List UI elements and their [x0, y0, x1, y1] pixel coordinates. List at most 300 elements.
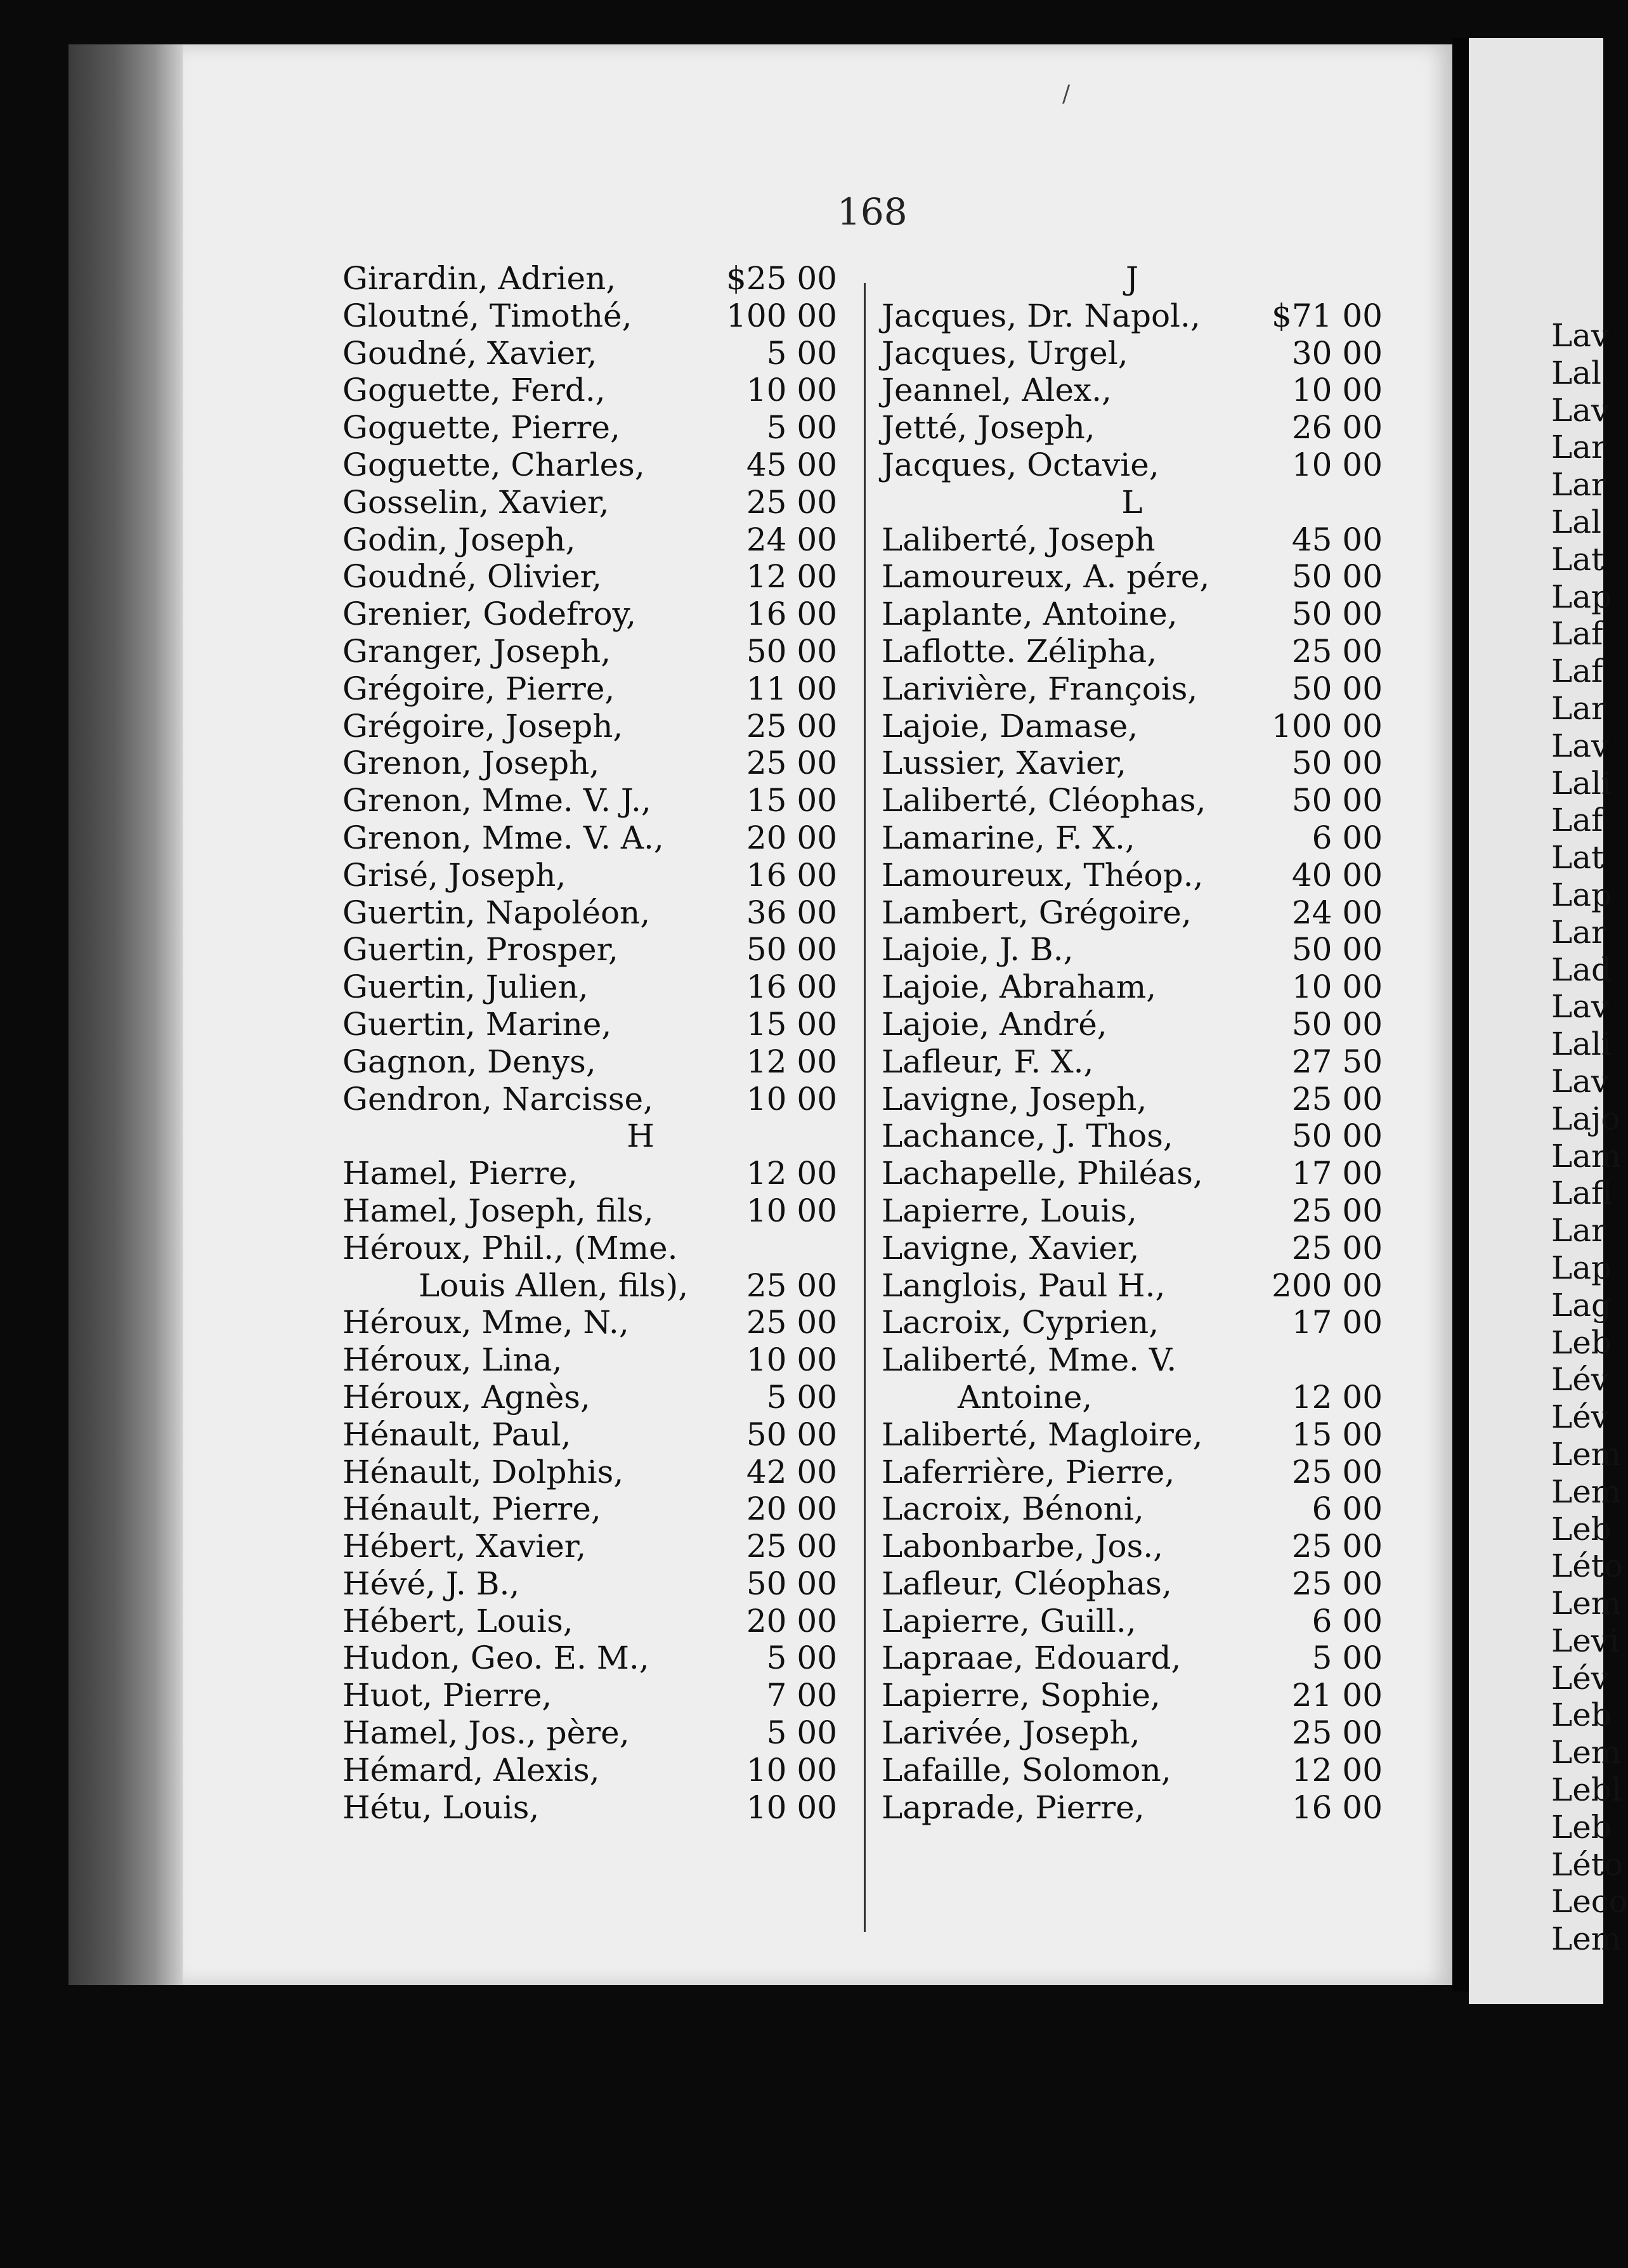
entry-amount: 25 00: [1291, 1565, 1383, 1602]
entry-amount: 50 00: [746, 632, 837, 670]
list-entry: [882, 1230, 1383, 1267]
list-entry: [882, 1267, 1383, 1305]
entry-amount: 100 00: [726, 297, 837, 334]
entry-name: Lapierre, Louis,: [882, 1192, 1137, 1229]
entry-name: Grisé, Joseph,: [342, 856, 566, 894]
list-entry: [882, 1379, 1383, 1416]
entry-amount: 25 00: [1291, 632, 1383, 670]
left-column: [342, 260, 837, 1826]
entry-amount: 45 00: [746, 446, 837, 483]
list-entry: [342, 260, 837, 297]
entry-name: Louis Allen, fils),: [419, 1267, 689, 1304]
entry-name: Goguette, Pierre,: [342, 409, 620, 446]
next-page-fragment: Lam: [1551, 1137, 1622, 1175]
entry-amount: 12 00: [746, 558, 837, 596]
next-page-fragment: Lali: [1551, 1026, 1612, 1063]
entry-name: Gloutné, Timothé,: [342, 297, 632, 334]
entry-amount: 6 00: [1312, 1602, 1383, 1639]
next-page-fragment: Leb: [1551, 1697, 1612, 1734]
entry-name: Laplante, Antoine,: [882, 596, 1178, 633]
entry-name: Larivée, Joseph,: [882, 1714, 1140, 1752]
list-entry: [882, 819, 1383, 857]
next-page-fragment: Lav: [1551, 988, 1610, 1026]
entry-amount: 40 00: [1291, 856, 1383, 894]
entry-amount: 10 00: [1291, 446, 1383, 483]
list-entry: [882, 1118, 1383, 1155]
next-page-fragment: Lal: [1551, 503, 1602, 540]
next-page-fragment: Lem: [1551, 1435, 1622, 1473]
entry-amount: 20 00: [746, 1602, 837, 1639]
entry-name: Lambert, Grégoire,: [882, 894, 1192, 931]
entry-name: Laliberté, Cléophas,: [882, 782, 1206, 819]
next-page-fragment: Lat: [1551, 540, 1605, 578]
list-entry: [882, 409, 1383, 446]
entry-amount: 5 00: [766, 1714, 837, 1752]
list-entry: [882, 1528, 1383, 1565]
next-page-fragment: Lat: [1551, 839, 1605, 877]
next-page-fragment: Lév: [1551, 1398, 1610, 1436]
entry-name: Lacroix, Bénoni,: [882, 1490, 1144, 1528]
next-page-fragment: Lav: [1551, 391, 1610, 429]
entry-amount: 25 00: [746, 1267, 837, 1304]
list-entry: [882, 931, 1383, 968]
entry-name: Lacroix, Cyprien,: [882, 1304, 1159, 1341]
entry-name: Grenon, Mme. V. J.,: [342, 782, 651, 819]
list-entry: [882, 372, 1383, 409]
entry-name: Hébert, Louis,: [342, 1602, 573, 1639]
list-entry: [882, 1341, 1383, 1379]
entry-name: Hudon, Geo. E. M.,: [342, 1639, 649, 1677]
list-entry: [882, 1192, 1383, 1230]
entry-amount: 15 00: [1291, 1416, 1383, 1453]
entry-amount: 25 00: [1291, 1528, 1383, 1565]
entry-name: Hénault, Dolphis,: [342, 1453, 624, 1490]
list-entry: [342, 1454, 837, 1491]
next-page-fragment: Lar: [1551, 466, 1606, 504]
entry-name: Grégoire, Joseph,: [342, 707, 623, 745]
section-letter: H: [627, 1118, 654, 1155]
entry-amount: 27 50: [1291, 1043, 1383, 1080]
list-entry: [342, 1416, 837, 1454]
entry-amount: 36 00: [746, 894, 837, 931]
list-entry: [342, 1714, 837, 1752]
entry-name: Huot, Pierre,: [342, 1677, 552, 1714]
entry-name: Laliberté, Magloire,: [882, 1416, 1203, 1453]
next-page-fragment: Lar: [1551, 913, 1606, 951]
list-entry: [342, 1192, 837, 1230]
entry-name: Hamel, Pierre,: [342, 1155, 578, 1192]
entry-name: Héroux, Mme, N.,: [342, 1304, 629, 1341]
entry-amount: 30 00: [1291, 334, 1383, 372]
entry-amount: 25 00: [1291, 1714, 1383, 1752]
list-entry: [882, 558, 1383, 596]
list-entry: [342, 484, 837, 521]
entry-amount: 17 00: [1291, 1155, 1383, 1192]
entry-name: Godin, Joseph,: [342, 521, 576, 558]
entry-amount: 26 00: [1291, 409, 1383, 446]
list-entry: [882, 633, 1383, 670]
list-entry: [342, 1789, 837, 1827]
list-entry: [882, 670, 1383, 708]
entry-name: Lapierre, Sophie,: [882, 1677, 1161, 1714]
entry-amount: 11 00: [746, 670, 837, 707]
next-page-fragment: Lem: [1551, 1585, 1622, 1622]
list-entry: [342, 1006, 837, 1043]
list-entry: [342, 819, 837, 857]
entry-amount: 45 00: [1291, 521, 1383, 558]
entry-amount: 12 00: [746, 1043, 837, 1080]
entry-amount: 5 00: [766, 1378, 837, 1416]
list-entry: [342, 1490, 837, 1528]
entry-amount: 10 00: [746, 1789, 837, 1826]
list-entry: [882, 446, 1383, 484]
entry-name: Guertin, Prosper,: [342, 931, 618, 968]
list-entry: [882, 1416, 1383, 1454]
next-page-fragment: Levi: [1551, 1622, 1620, 1659]
entry-name: Laprade, Pierre,: [882, 1789, 1145, 1826]
next-page-fragment: Lag: [1551, 1286, 1612, 1324]
section-heading: [342, 1118, 837, 1155]
next-page-fragment: Laf: [1551, 615, 1603, 653]
entry-name: Lavigne, Xavier,: [882, 1229, 1140, 1267]
list-entry: [342, 1639, 837, 1677]
list-entry: [882, 596, 1383, 633]
entry-name: Goudné, Olivier,: [342, 558, 602, 596]
entry-name: Laflotte. Zélipha,: [882, 632, 1157, 670]
list-entry: [342, 968, 837, 1006]
list-entry: [882, 968, 1383, 1006]
list-entry: [342, 558, 837, 596]
list-entry: [882, 1155, 1383, 1192]
entry-amount: 12 00: [1291, 1378, 1383, 1416]
next-page-fragment: Leco: [1551, 1883, 1628, 1920]
list-entry: [342, 1341, 837, 1379]
list-entry: [342, 782, 837, 819]
entry-name: Héroux, Lina,: [342, 1341, 563, 1379]
entry-amount: 10 00: [746, 1341, 837, 1379]
list-entry: [882, 297, 1383, 335]
next-page-fragment: Lév: [1551, 1659, 1610, 1697]
entry-name: Granger, Joseph,: [342, 632, 611, 670]
list-entry: [342, 409, 837, 446]
list-entry: [882, 894, 1383, 932]
entry-name: Laliberté, Mme. V.: [882, 1341, 1177, 1379]
next-page-fragment: Lar: [1551, 429, 1606, 466]
entry-amount: 25 00: [746, 745, 837, 782]
list-entry: [882, 335, 1383, 372]
entry-amount: 21 00: [1291, 1677, 1383, 1714]
entry-amount: 10 00: [746, 1080, 837, 1118]
entry-amount: 16 00: [746, 596, 837, 633]
entry-name: Hévé, J. B.,: [342, 1565, 520, 1602]
entry-amount: 15 00: [746, 1005, 837, 1043]
entry-amount: 20 00: [746, 1490, 837, 1528]
entry-name: Hémard, Alexis,: [342, 1751, 600, 1789]
list-entry: [342, 521, 837, 559]
entry-amount: 50 00: [1291, 1005, 1383, 1043]
list-entry: [342, 745, 837, 782]
entry-name: Guertin, Napoléon,: [342, 894, 651, 931]
next-page-fragment: Lav: [1551, 727, 1610, 764]
entry-name: Lafleur, F. X.,: [882, 1043, 1094, 1080]
next-page-fragment: Leb: [1551, 1808, 1612, 1846]
entry-amount: 25 00: [1291, 1453, 1383, 1490]
next-page-fragment: Lem: [1551, 1473, 1622, 1510]
next-page-fragment: Léto: [1551, 1548, 1623, 1585]
list-entry: [342, 1565, 837, 1603]
entry-name: Grenon, Joseph,: [342, 745, 600, 782]
entry-amount: 5 00: [766, 1639, 837, 1677]
entry-amount: 20 00: [746, 819, 837, 856]
entry-amount: 17 00: [1291, 1304, 1383, 1341]
next-page-fragment: Lar: [1551, 1212, 1606, 1249]
list-entry: [342, 857, 837, 894]
entry-name: Lachance, J. Thos,: [882, 1118, 1173, 1155]
next-page-fragment: Lajo: [1551, 1100, 1620, 1137]
list-entry: [882, 1006, 1383, 1043]
list-entry: [882, 1677, 1383, 1714]
list-entry: [342, 446, 837, 484]
list-entry: [342, 1304, 837, 1341]
entry-name: Lamarine, F. X.,: [882, 819, 1135, 856]
entry-name: Girardin, Adrien,: [342, 260, 616, 297]
entry-amount: 7 00: [766, 1677, 837, 1714]
next-page-fragment: Lap: [1551, 1249, 1612, 1286]
entry-amount: $71 00: [1272, 297, 1383, 334]
entry-name: Lamoureux, A. pére,: [882, 558, 1210, 596]
entry-amount: 50 00: [1291, 782, 1383, 819]
entry-name: Lajoie, André,: [882, 1005, 1107, 1043]
list-entry: [342, 1603, 837, 1640]
page-number: 168: [837, 190, 908, 233]
entry-amount: 5 00: [766, 409, 837, 446]
list-entry: [342, 670, 837, 708]
entry-name: Grégoire, Pierre,: [342, 670, 615, 707]
list-entry: [342, 1379, 837, 1416]
list-entry: [342, 633, 837, 670]
entry-amount: 25 00: [746, 1528, 837, 1565]
entry-name: Guertin, Julien,: [342, 968, 589, 1006]
list-entry: [882, 521, 1383, 559]
next-page-fragment: Léto: [1551, 1846, 1623, 1883]
entry-name: Antoine,: [958, 1378, 1093, 1416]
entry-name: Gosselin, Xavier,: [342, 483, 609, 521]
next-page-fragment: Leb: [1551, 1510, 1612, 1548]
list-entry: [882, 1714, 1383, 1752]
entry-name: Grenier, Godefroy,: [342, 596, 637, 633]
entry-name: Lavigne, Joseph,: [882, 1080, 1147, 1118]
entry-name: Hébert, Xavier,: [342, 1528, 587, 1565]
entry-amount: 15 00: [746, 782, 837, 819]
list-entry: [882, 1081, 1383, 1118]
entry-name: Goudné, Xavier,: [342, 334, 597, 372]
entry-name: Lafaille, Solomon,: [882, 1751, 1171, 1789]
book-left-edge: [68, 44, 183, 1985]
entry-name: Lafleur, Cléophas,: [882, 1565, 1172, 1602]
entry-amount: 10 00: [746, 1192, 837, 1229]
entry-amount: 50 00: [1291, 931, 1383, 968]
entry-amount: 25 00: [746, 483, 837, 521]
list-entry: [882, 1043, 1383, 1081]
entry-name: Guertin, Marine,: [342, 1005, 612, 1043]
list-entry: [882, 1454, 1383, 1491]
list-entry: [342, 596, 837, 633]
next-page-fragment: Lév: [1551, 1361, 1610, 1398]
next-page-fragment: Lem: [1551, 1920, 1622, 1958]
entry-amount: 50 00: [746, 931, 837, 968]
list-entry: [882, 708, 1383, 745]
entry-amount: 16 00: [1291, 1789, 1383, 1826]
section-letter: L: [1121, 483, 1143, 521]
entry-name: Labonbarbe, Jos.,: [882, 1528, 1164, 1565]
entry-name: Langlois, Paul H.,: [882, 1267, 1166, 1304]
list-entry: [342, 335, 837, 372]
entry-amount: 42 00: [746, 1453, 837, 1490]
entry-name: Jacques, Octavie,: [882, 446, 1159, 483]
list-entry: [882, 1490, 1383, 1528]
next-page-fragment: Laf: [1551, 653, 1603, 690]
list-entry: [342, 931, 837, 968]
list-entry: [882, 1639, 1383, 1677]
entry-name: Goguette, Ferd.,: [342, 372, 606, 409]
next-page-fragment: Lali: [1551, 764, 1612, 802]
list-entry: [342, 1677, 837, 1714]
entry-name: Lajoie, Abraham,: [882, 968, 1157, 1006]
entry-name: Lapierre, Guill.,: [882, 1602, 1136, 1639]
entry-name: Jetté, Joseph,: [882, 409, 1095, 446]
entry-name: Lussier, Xavier,: [882, 745, 1127, 782]
entry-amount: 100 00: [1272, 707, 1383, 745]
section-heading: [882, 484, 1383, 521]
entry-name: Lajoie, J. B.,: [882, 931, 1074, 968]
list-entry: [882, 1565, 1383, 1603]
entry-name: Grenon, Mme. V. A.,: [342, 819, 664, 856]
entry-name: Jacques, Urgel,: [882, 334, 1128, 372]
right-column: [882, 260, 1383, 1826]
entry-name: Lapraae, Edouard,: [882, 1639, 1182, 1677]
entry-amount: 24 00: [1291, 894, 1383, 931]
stray-mark: /: [1062, 81, 1071, 107]
entry-amount: 5 00: [766, 334, 837, 372]
entry-amount: 25 00: [746, 707, 837, 745]
list-entry: [342, 708, 837, 745]
list-entry: [882, 1603, 1383, 1640]
list-entry: [342, 372, 837, 409]
entry-amount: 25 00: [1291, 1192, 1383, 1229]
entry-amount: 25 00: [1291, 1229, 1383, 1267]
list-entry: [882, 857, 1383, 894]
list-entry: [342, 1752, 837, 1789]
entry-amount: 16 00: [746, 856, 837, 894]
next-page-fragments: [1551, 317, 1628, 1958]
entry-amount: 10 00: [1291, 372, 1383, 409]
entry-name: Hénault, Paul,: [342, 1416, 571, 1453]
entry-name: Lajoie, Damase,: [882, 707, 1138, 745]
entry-amount: 50 00: [1291, 745, 1383, 782]
column-divider: [864, 283, 866, 1932]
entry-amount: 25 00: [746, 1304, 837, 1341]
entry-amount: 50 00: [746, 1565, 837, 1602]
section-heading: [882, 260, 1383, 297]
next-page-fragment: Lebl: [1551, 1771, 1622, 1809]
entry-amount: 50 00: [1291, 1118, 1383, 1155]
next-page-fragment: Lap: [1551, 876, 1612, 913]
entry-name: Gagnon, Denys,: [342, 1043, 596, 1080]
entry-name: Hamel, Joseph, fils,: [342, 1192, 654, 1229]
list-entry: [342, 1528, 837, 1565]
entry-amount: 5 00: [1312, 1639, 1383, 1677]
list-entry: [882, 1304, 1383, 1341]
entry-amount: 25 00: [1291, 1080, 1383, 1118]
list-entry: [342, 1081, 837, 1118]
list-entry: [342, 894, 837, 932]
list-entry: [882, 1752, 1383, 1789]
list-entry: [342, 1155, 837, 1192]
entry-name: Gendron, Narcisse,: [342, 1080, 653, 1118]
entry-name: Goguette, Charles,: [342, 446, 645, 483]
next-page-fragment: Lafl: [1551, 1175, 1613, 1212]
next-page-fragment: Lad: [1551, 951, 1612, 988]
entry-name: Hamel, Jos., père,: [342, 1714, 630, 1752]
entry-amount: 6 00: [1312, 819, 1383, 856]
entry-name: Lamoureux, Théop.,: [882, 856, 1204, 894]
list-entry: [342, 1267, 837, 1305]
next-page-fragment: Lar: [1551, 689, 1606, 727]
list-entry: [342, 297, 837, 335]
entry-name: Laliberté, Joseph: [882, 521, 1156, 558]
next-page-fragment: Lap: [1551, 578, 1612, 615]
entry-amount: 200 00: [1272, 1267, 1383, 1304]
list-entry: [882, 745, 1383, 782]
entry-name: Larivière, François,: [882, 670, 1198, 707]
next-page-fragment: Leb: [1551, 1324, 1612, 1361]
entry-name: Laferrière, Pierre,: [882, 1453, 1175, 1490]
entry-name: Hétu, Louis,: [342, 1789, 540, 1826]
section-letter: J: [1125, 260, 1139, 297]
entry-amount: 6 00: [1312, 1490, 1383, 1528]
entry-amount: 10 00: [1291, 968, 1383, 1006]
entry-amount: 24 00: [746, 521, 837, 558]
next-page-fragment: Lav: [1551, 317, 1610, 354]
list-entry: [342, 1230, 837, 1267]
next-page-edge: [1469, 38, 1628, 2004]
book-gutter: [1452, 38, 1469, 1991]
list-entry: [882, 782, 1383, 819]
next-page-fragment: Lem: [1551, 1734, 1622, 1771]
list-entry: [882, 1789, 1383, 1827]
entry-name: Jacques, Dr. Napol.,: [882, 297, 1201, 334]
list-entry: [342, 1043, 837, 1081]
entry-name: Hénault, Pierre,: [342, 1490, 601, 1528]
next-page-fragment: Lal: [1551, 354, 1602, 391]
entry-name: Jeannel, Alex.,: [882, 372, 1112, 409]
entry-amount: 12 00: [746, 1155, 837, 1192]
entry-amount: 50 00: [1291, 670, 1383, 707]
next-page-fragment: Laf: [1551, 802, 1603, 839]
entry-amount: 50 00: [1291, 558, 1383, 596]
entry-name: Héroux, Phil., (Mme.: [342, 1229, 678, 1267]
next-page-fragment: Lav: [1551, 1062, 1610, 1100]
entry-amount: $25 00: [726, 260, 837, 297]
entry-name: Héroux, Agnès,: [342, 1378, 590, 1416]
entry-amount: 10 00: [746, 1751, 837, 1789]
entry-amount: 12 00: [1291, 1751, 1383, 1789]
entry-amount: 50 00: [746, 1416, 837, 1453]
entry-amount: 10 00: [746, 372, 837, 409]
entry-amount: 16 00: [746, 968, 837, 1006]
entry-amount: 50 00: [1291, 596, 1383, 633]
entry-name: Lachapelle, Philéas,: [882, 1155, 1203, 1192]
